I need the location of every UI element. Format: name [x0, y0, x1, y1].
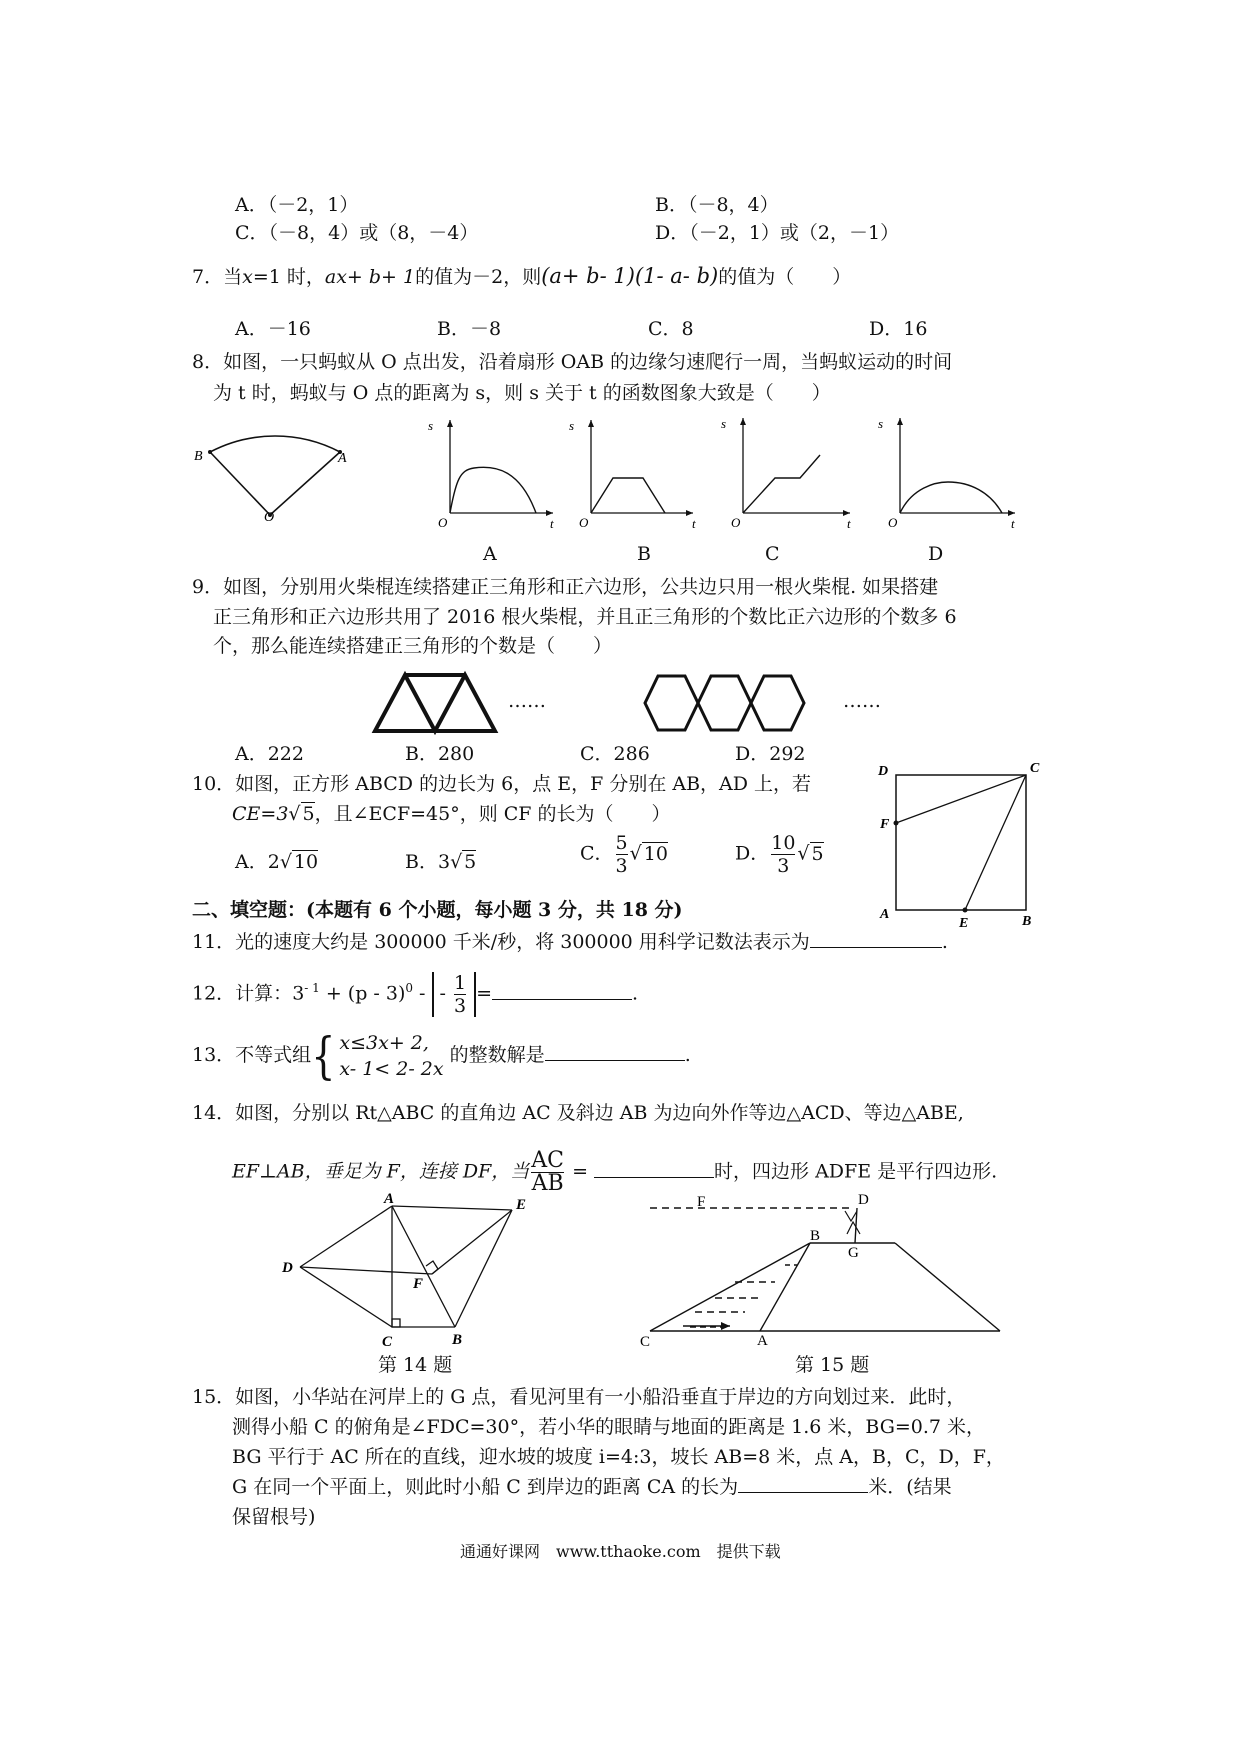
q10-option-a: A．2√ 10 [235, 851, 319, 873]
q9-option-a: A．222 [235, 743, 304, 765]
q15-label-g: G [848, 1245, 859, 1261]
sector-label-o: O [264, 510, 275, 525]
q15-label-d: D [858, 1192, 869, 1208]
q8-graph-b [563, 415, 708, 530]
q9-dots-1: …… [508, 690, 546, 712]
graph-a-t-label: t [550, 516, 554, 530]
q15-label-a: A [757, 1333, 768, 1348]
q13-stem: 13．不等式组{ x≤3x+ 2, x- 1< 2- 2x 的整数解是 . [192, 1027, 691, 1085]
q15-line3: BG 平行于 AC 所在的直线，迎水坡的坡度 i=4:3，坡长 AB=8 米，点 A，B，C，D，F， [232, 1446, 1005, 1468]
q9-line2: 正三角形和正六边形共用了 2016 根火柴棍，并且正三角形的个数比正六边形的个数多 6 [213, 606, 957, 628]
q14-label-f: F [413, 1276, 424, 1292]
q14-figure [280, 1192, 540, 1350]
q15-label-f: F [697, 1194, 706, 1210]
q15-label-c: C [640, 1334, 651, 1348]
q14-label-e: E [516, 1197, 527, 1213]
q6-option-a: A．（－2，1） [235, 194, 359, 216]
q15-line1: 15．如图，小华站在河岸上的 G 点，看见河里有一小船沿垂直于岸边的方向划过来．此时， [192, 1386, 966, 1408]
page-footer: 通通好课网 www.tthaoke.com 提供下载 [460, 1542, 781, 1561]
graph-b-s-label: s [569, 418, 575, 433]
q6-option-d: D．（－2，1）或（2，－1） [655, 222, 900, 244]
q7-option-b: B．－8 [437, 318, 502, 340]
q14-label-c: C [382, 1334, 393, 1350]
q8-caption-c: C [765, 543, 780, 565]
q10-line1: 10．如图，正方形 ABCD 的边长为 6，点 E，F 分别在 AB，AD 上，若 [192, 773, 812, 795]
sq-label-a: A [880, 907, 890, 922]
q14-label-b: B [452, 1332, 463, 1348]
q7-option-c: C．8 [648, 318, 694, 340]
graph-c-s-label: s [721, 416, 727, 431]
q8-line2: 为 t 时，蚂蚁与 O 点的距离为 s，则 s 关于 t 的函数图象大致是（ ） [213, 382, 831, 404]
q14-caption: 第 14 题 [378, 1354, 453, 1376]
graph-d-o-label: O [888, 515, 898, 530]
q15-caption: 第 15 题 [795, 1354, 870, 1376]
q10-line2: CE=3√ 5，且∠ECF=45°，则 CF 的长为（ ） [232, 803, 671, 825]
graph-a-s-label: s [428, 418, 434, 433]
sq-label-d: D [878, 764, 889, 779]
q14-line1: 14．如图，分别以 Rt△ABC 的直角边 AC 及斜边 AB 为边向外作等边△ACD、等边△ABE, [192, 1102, 964, 1124]
q9-line1: 9．如图，分别用火柴棍连续搭建正三角形和正六边形，公共边只用一根火柴棍. 如果搭建 [192, 576, 939, 598]
sq-label-e: E [959, 916, 969, 931]
q10-option-d: D． $\frac{10}{3}$ √ 5 [735, 832, 824, 877]
graph-a-o-label: O [438, 515, 448, 530]
q9-option-d: D．292 [735, 743, 806, 765]
q7-option-a: A．－16 [235, 318, 311, 340]
q8-graph-a [418, 415, 563, 530]
q9-option-c: C．286 [580, 743, 650, 765]
graph-c-t-label: t [847, 516, 851, 530]
q6-option-c: C．（－8，4）或（8，－4） [235, 222, 479, 244]
sector-label-a: A [338, 451, 347, 466]
q9-dots-2: …… [843, 690, 881, 712]
graph-d-t-label: t [1011, 516, 1015, 530]
sq-label-c: C [1030, 761, 1040, 776]
sq-label-f: F [880, 817, 890, 832]
q14-label-d: D [282, 1260, 293, 1276]
q6-option-b: B．（－8，4） [655, 194, 779, 216]
q8-caption-d: D [928, 543, 944, 565]
graph-d-s-label: s [878, 416, 884, 431]
q14-label-a: A [384, 1192, 395, 1207]
q7-stem: 7．当x=1 时，ax+ b+ 1的值为－2，则(a+ b- 1)(1- a- b)的值为（ ） [192, 264, 852, 288]
q15-label-b: B [810, 1228, 821, 1244]
graph-b-t-label: t [692, 516, 696, 530]
q8-caption-a: A [483, 543, 497, 565]
q9-line3: 个，那么能连续搭建正三角形的个数是（ ） [213, 635, 613, 657]
q9-option-b: B．280 [405, 743, 475, 765]
q14-line2: EF⊥AB，垂足为 F，连接 DF，当 $\frac{AC}{AB}$ = 时，四边形 ADFE 是平行四边形. [232, 1148, 998, 1196]
q9-hexagons-figure [640, 658, 835, 748]
q8-line1: 8．如图，一只蚂蚁从 O 点出发，沿着扇形 OAB 的边缘匀速爬行一周，当蚂蚁运动的时间 [192, 351, 953, 373]
q15-line5: 保留根号) [232, 1506, 316, 1528]
q12-stem: 12．计算：$3^{- 1} + (p - 3)^0$ - - $\frac{1}{3}$ = . [192, 972, 639, 1017]
section-2-heading: 二、填空题：(本题有 6 个小题，每小题 3 分，共 18 分) [192, 899, 683, 921]
q8-caption-b: B [637, 543, 651, 565]
q7-option-d: D．16 [869, 318, 928, 340]
q10-option-b: B．3√ 5 [405, 851, 477, 873]
q8-graph-c [715, 410, 860, 530]
q8-graph-d [870, 410, 1025, 530]
q10-option-c: C． $\frac{5}{3}$ √ 10 [580, 832, 668, 877]
q15-line4: G 在同一个平面上，则此时小船 C 到岸边的距离 CA 的长为 米．(结果 [232, 1476, 952, 1498]
graph-b-o-label: O [579, 515, 589, 530]
graph-c-o-label: O [731, 515, 741, 530]
q11-stem: 11．光的速度大约是 300000 千米/秒，将 300000 用科学记数法表示为 . [192, 931, 948, 953]
q15-line2: 测得小船 C 的俯角是∠FDC=30°，若小华的眼睛与地面的距离是 1.6 米，BG=0.7 米， [232, 1416, 986, 1438]
q15-figure [635, 1190, 1005, 1348]
sq-label-b: B [1022, 914, 1032, 929]
sector-label-b: B [194, 449, 203, 464]
q9-triangles-figure [370, 665, 500, 735]
q10-square-figure [870, 755, 1050, 935]
q8-sector-figure [190, 415, 370, 530]
